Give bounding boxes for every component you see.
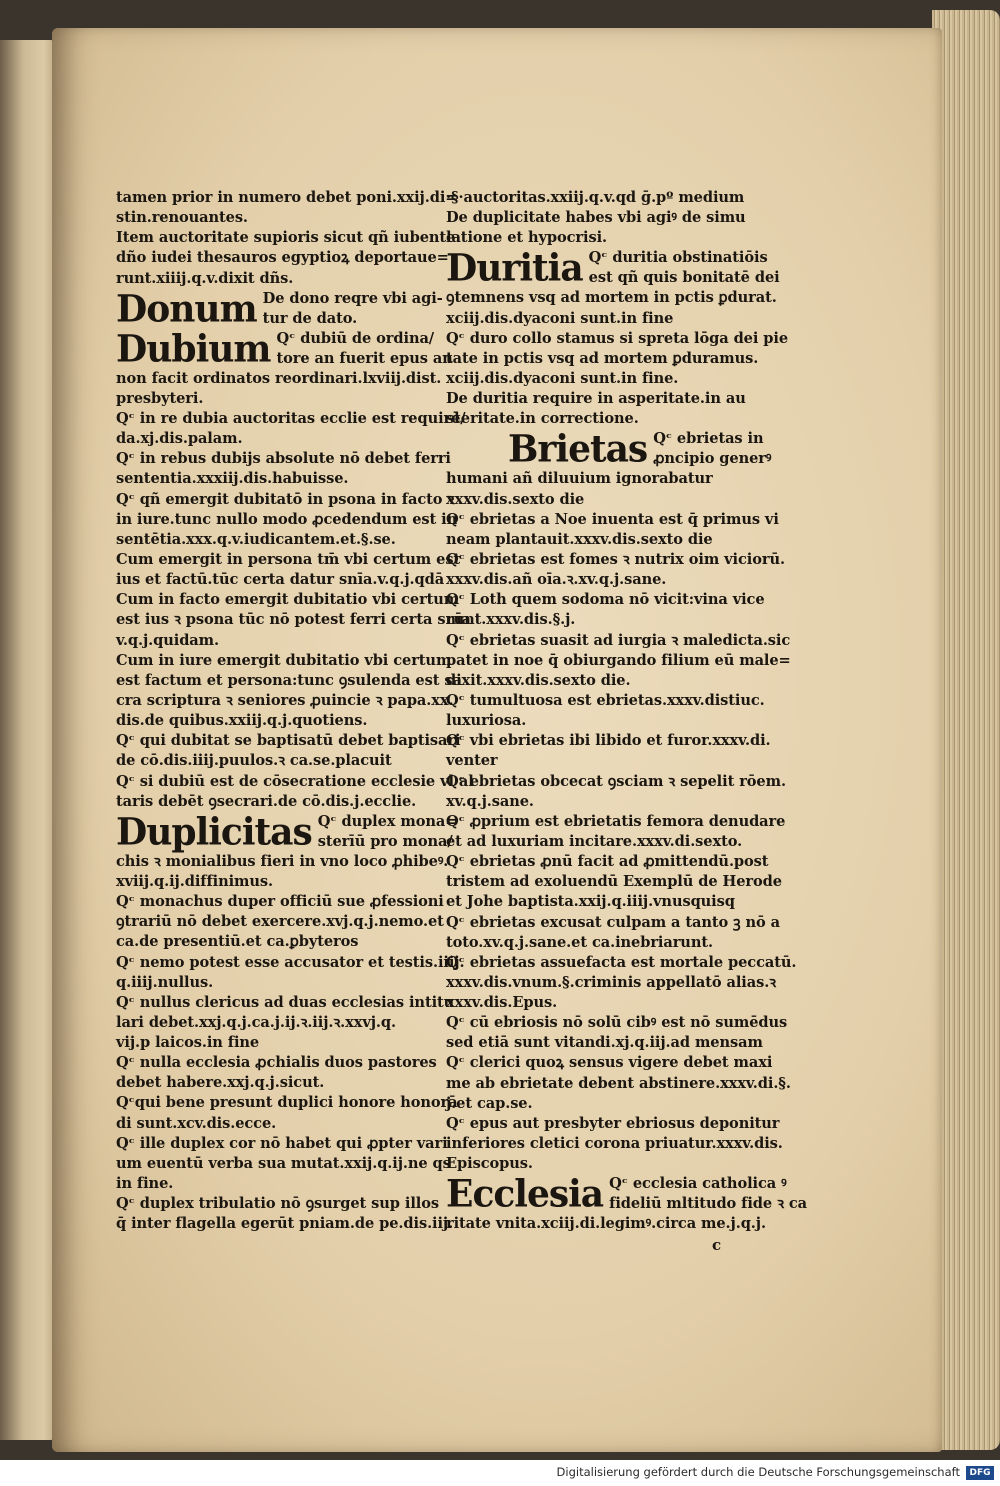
text-line: neam plantauit.xxxv.dis.sexto die	[446, 530, 713, 548]
text-line: xxxv.dis.Epus.	[446, 994, 558, 1012]
text-line: cra scriptura ꝛ seniores ꝓuincie ꝛ papa.xx.	[116, 691, 454, 709]
text-line: Qᶜ ebrietas obcecat ꝯsciam ꝛ sepelit rōem.	[446, 772, 786, 790]
text-line: taris debēt ꝯsecrari.de cō.dis.j.ecclie.	[116, 792, 417, 810]
text-line: stin.renouantes.	[116, 209, 248, 227]
text-line: Qᶜ in re dubia auctoritas ecclie est requirē/	[116, 409, 466, 427]
text-line: Qᶜ nullus clericus ad duas ecclesias intitu	[116, 993, 455, 1011]
text-line: ca.de presentiū.et ca.ꝑbyteros	[116, 933, 359, 951]
text-line: Cum in facto emergit dubitatio vbi certum	[116, 591, 460, 609]
text-line: et ad luxuriam incitare.xxxv.di.sexto.	[446, 832, 743, 850]
text-line: Qᶜ si dubiū est de cōsecratione ecclesie vl al	[116, 772, 474, 790]
headword-duritia: Duritia	[446, 246, 583, 291]
text-line: luxuriosa.	[446, 712, 527, 730]
page-fore-edge	[932, 10, 1000, 1450]
text-line: lari debet.xxj.q.j.ca.j.ij.ꝛ.iij.ꝛ.xxvj.q.	[116, 1013, 396, 1031]
text-line: xviij.q.ij.diffinimus.	[116, 872, 273, 890]
text-line: humani añ diluuium ignorabatur	[446, 470, 713, 488]
headword-donum: Donum	[116, 286, 257, 331]
headword-ecclesia: Ecclesia	[446, 1172, 604, 1217]
text-line: Qᶜ ꝓprium est ebrietatis femora denudare	[446, 812, 786, 830]
text-line: latione et hypocrisi.	[446, 229, 607, 247]
entry-duritia	[446, 246, 780, 291]
text-line: toto.xv.q.j.sane.et ca.inebriarunt.	[446, 933, 713, 951]
text-line: Qᶜ ille duplex cor nō habet qui ꝓpter vari	[116, 1134, 448, 1152]
text-line: Qᶜ ebrietas suasit ad iurgia ꝛ maledicta.sic	[446, 631, 791, 649]
text-line: runt.xiiij.q.v.dixit dñs.	[116, 269, 294, 287]
text-line: xciij.dis.dyaconi sunt.in fine	[446, 309, 674, 327]
entry-ebrietas	[446, 427, 772, 472]
facing-page-edge	[0, 40, 58, 1440]
text-line: tate in pctis vsq ad mortem ꝑduramus.	[446, 349, 759, 367]
headword-note: Qᶜ ecclesia catholica ꝰ	[609, 1175, 787, 1193]
text-line: in iure.tunc nullo modo ꝓcedendum est in	[116, 510, 458, 528]
text-line: presbyteri.	[116, 389, 204, 407]
text-line: chis ꝛ monialibus fieri in vno loco ꝓhibeꝰ.	[116, 852, 449, 870]
text-line: xxxv.dis.añ oīa.ꝛ.xv.q.j.sane.	[446, 571, 667, 589]
text-line: v.q.j.quidam.	[116, 631, 219, 649]
headword-note: Qᶜ dubiū de ordina/	[276, 329, 435, 347]
text-line: Qᶜ ebrietas ꝓnū facit ad ꝓmittendū.post	[446, 853, 769, 871]
text-line: Cum emergit in persona tm̄ vbi certum est	[116, 550, 461, 568]
text-line: q.iiij.nullus.	[116, 973, 214, 991]
text-line: dño iudei thesauros egyptioꝝ deportaue=	[116, 249, 449, 267]
text-line: inferiores cletici corona priuatur.xxxv.dis.	[446, 1135, 783, 1153]
text-line: patet in noe q̄ obiurgando filium eū male=	[446, 651, 791, 669]
text-line: Qᶜ nemo potest esse accusator et testis.iiij.	[116, 953, 465, 971]
text-line: sentētia.xxx.q.v.iudicantem.et.§.se.	[116, 530, 396, 548]
text-line: non facit ordinatos reordinari.lxviij.dist.	[116, 369, 442, 387]
text-line: xxxv.dis.vnum.§.criminis appellatō alias.ꝛ	[446, 973, 776, 991]
text-line: Qᶜ tumultuosa est ebrietas.xxxv.distiuc.	[446, 691, 765, 709]
text-line: Qᶜ vbi ebrietas ibi libido et furor.xxxv.di.	[446, 732, 771, 750]
text-line: steritate.in correctione.	[446, 410, 639, 428]
text-line: Qᶜ Loth quem sodoma nō vicit:vina vice	[446, 591, 765, 609]
headword-note: ꝓncipio generꝰ	[653, 450, 772, 468]
right-column	[446, 188, 808, 1234]
text-line: Qᶜ monachus duper officiū sue ꝓfessioni	[116, 893, 444, 911]
text-line: De duplicitate habes vbi agiꝰ de simu	[446, 209, 746, 227]
text-line: Qᶜ duro collo stamus si spreta lōga dei pie	[446, 329, 789, 347]
text-line: j.et cap.se.	[446, 1094, 533, 1112]
text-line: Qᶜ ebrietas assuefacta est mortale peccatū.	[446, 953, 797, 971]
headword-note: tore an fuerit epus an	[276, 349, 453, 367]
text-line: in fine.	[116, 1175, 174, 1193]
text-line: Episcopus.	[446, 1155, 533, 1173]
text-line: ritate vnita.xciij.di.legimꝰ.circa me.j.q.j.	[446, 1215, 766, 1233]
text-line: Qᶜ duplex tribulatio nō ꝯsurget sup illos	[116, 1195, 439, 1213]
text-line: sed etiā sunt vitandi.xj.q.iij.ad mensam	[446, 1034, 763, 1052]
text-line: runt.xxxv.dis.§.j.	[446, 611, 576, 629]
text-line: da.xj.dis.palam.	[116, 430, 243, 448]
text-line: Qᶜ qui dubitat se baptisatū debet baptisari	[116, 732, 461, 750]
text-line: tamen prior in numero debet poni.xxij.di=	[116, 189, 458, 206]
signature-mark: c	[712, 1236, 722, 1254]
headword-note: fideliū mltitudo fide ꝛ ca	[609, 1195, 808, 1213]
text-line: tristem ad exoluendū Exemplū de Herode	[446, 873, 782, 891]
headword-note: Qᶜ duplex mona=	[317, 812, 458, 830]
text-line: ꝯtrariū nō debet exercere.xvj.q.j.nemo.et	[116, 913, 444, 931]
entry-donum	[116, 286, 443, 331]
text-line: Qᶜ nulla ecclesia ꝓchialis duos pastores	[116, 1054, 437, 1072]
entry-duplicitas	[116, 809, 458, 854]
dfg-logo: DFG	[966, 1466, 994, 1480]
text-line: xv.q.j.sane.	[446, 792, 534, 810]
text-line: vij.p laicos.in fine	[116, 1034, 260, 1052]
footer-credit: Digitalisierung gefördert durch die Deutsche Forschungsgemeinschaft	[556, 1465, 960, 1479]
text-line: est factum et persona:tunc ꝯsulenda est sa	[116, 671, 462, 689]
text-line: dixit.xxxv.dis.sexto die.	[446, 671, 631, 689]
text-line: Qᶜ ebrietas est fomes ꝛ nutrix oim viciorū.	[446, 550, 785, 568]
headword-note: Qᶜ ebrietas in	[653, 430, 764, 448]
text-line: Qᶜ epus aut presbyter ebriosus deponitur	[446, 1114, 780, 1132]
text-line: est ius ꝛ psona tūc nō potest ferri certa snīa	[116, 611, 471, 629]
text-line: Qᶜ qñ emergit dubitatō in psona in facto ꝛ	[116, 490, 455, 508]
text-line: dis.de quibus.xxiij.q.j.quotiens.	[116, 712, 368, 730]
text-line: et Johe baptista.xxij.q.iiij.vnusquisq	[446, 893, 735, 911]
text-line: ·§·auctoritas.xxiij.q.v.qd ḡ.pº medium	[446, 189, 745, 206]
headword-note: Qᶜ duritia obstinatiōis	[588, 249, 768, 267]
text-line: Qᶜ clerici quoꝝ sensus vigere debet maxi	[446, 1054, 773, 1072]
text-line: ius et factū.tūc certa datur snīa.v.q.j.qdā	[116, 571, 445, 589]
text-line: xciij.dis.dyaconi sunt.in fine.	[446, 369, 679, 387]
text-line: Cum in iure emergit dubitatio vbi certum	[116, 651, 452, 669]
headword-note: sterīū pro mona/	[317, 832, 453, 850]
text-line: um euentū verba sua mutat.xxij.q.ij.ne qs	[116, 1154, 451, 1172]
text-line: Qᶜ in rebus dubijs absolute nō debet ferri	[116, 450, 451, 468]
text-line: Qᶜ ebrietas a Noe inuenta est q̄ primus vi	[446, 510, 779, 528]
text-line: debet habere.xxj.q.j.sicut.	[116, 1074, 325, 1092]
text-line: venter	[446, 752, 498, 770]
footer-bar	[0, 1460, 1000, 1486]
text-line: Qᶜqui bene presunt duplici honore honorā	[116, 1094, 458, 1112]
text-line: sententia.xxxiij.dis.habuisse.	[116, 470, 349, 488]
text-line: di sunt.xcv.dis.ecce.	[116, 1114, 277, 1132]
entry-dubium	[116, 326, 453, 371]
headword-note: est qñ quis bonitatē dei	[588, 269, 780, 287]
text-line: Item auctoritate supioris sicut qñ iubente	[116, 229, 456, 247]
entry-ecclesia	[446, 1172, 808, 1217]
text-line: Qᶜ cū ebriosis nō solū cibꝰ est nō sumēdus	[446, 1014, 788, 1032]
text-line: De duritia require in asperitate.in au	[446, 390, 746, 408]
headword-ebrietas: Brietas	[508, 427, 648, 472]
headword-duplicitas: Duplicitas	[116, 809, 312, 854]
headword-note: tur de dato.	[262, 309, 358, 327]
text-line: Qᶜ ebrietas excusat culpam a tanto ꝫ nō a	[446, 913, 780, 931]
text-line: xxxv.dis.sexto die	[446, 490, 585, 508]
text-line: de cō.dis.iiij.puulos.ꝛ ca.se.placuit	[116, 752, 392, 770]
text-line: ꝯtemnens vsq ad mortem in pctis ꝑdurat.	[446, 289, 777, 307]
headword-dubium: Dubium	[116, 326, 271, 371]
text-line: q̄ inter flagella egerūt pniam.de pe.dis.iij.	[116, 1215, 454, 1233]
headword-note: De dono reqre vbi agi-	[262, 289, 443, 307]
text-line: me ab ebrietate debent abstinere.xxxv.di.§.	[446, 1074, 791, 1092]
